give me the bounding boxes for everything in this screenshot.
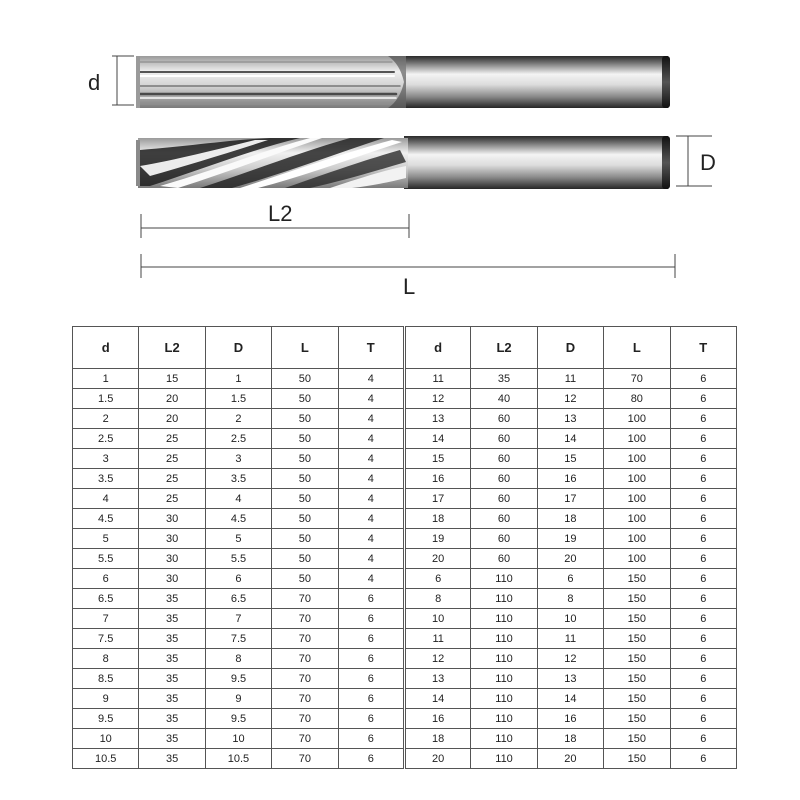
cell-d-right: 10 <box>404 609 470 629</box>
cell-D-right: 16 <box>537 709 603 729</box>
cell-L-right: 150 <box>604 669 670 689</box>
cell-L: 70 <box>272 749 338 769</box>
cell-L2-right: 60 <box>471 429 537 449</box>
cell-D-right: 12 <box>537 649 603 669</box>
cell-L2: 25 <box>139 489 205 509</box>
cell-T: 6 <box>338 689 404 709</box>
cell-L: 70 <box>272 689 338 709</box>
cell-D-right: 14 <box>537 689 603 709</box>
cell-D-right: 12 <box>537 389 603 409</box>
cell-d: 3 <box>73 449 139 469</box>
bottom-shank <box>404 136 668 189</box>
header-T-right: T <box>670 327 736 369</box>
cell-L2: 35 <box>139 589 205 609</box>
cell-D-right: 13 <box>537 669 603 689</box>
cell-d: 5 <box>73 529 139 549</box>
cell-L: 50 <box>272 409 338 429</box>
cell-L: 50 <box>272 529 338 549</box>
cell-D: 4.5 <box>205 509 271 529</box>
table-row <box>73 449 737 469</box>
table-row <box>73 749 737 769</box>
cell-L2: 20 <box>139 409 205 429</box>
cell-L2-right: 110 <box>471 709 537 729</box>
cell-T-right: 6 <box>670 729 736 749</box>
cell-L2-right: 60 <box>471 489 537 509</box>
cell-T-right: 6 <box>670 689 736 709</box>
header-L: L <box>272 327 338 369</box>
cell-T-right: 6 <box>670 609 736 629</box>
table-row <box>73 549 737 569</box>
cell-L: 70 <box>272 669 338 689</box>
cell-D-right: 18 <box>537 729 603 749</box>
cell-T: 4 <box>338 389 404 409</box>
cell-L2-right: 110 <box>471 729 537 749</box>
cell-D-right: 17 <box>537 489 603 509</box>
table-row <box>73 409 737 429</box>
cell-T-right: 6 <box>670 549 736 569</box>
cell-L: 70 <box>272 629 338 649</box>
cell-L2-right: 110 <box>471 669 537 689</box>
cell-L: 50 <box>272 509 338 529</box>
cell-d-right: 16 <box>404 709 470 729</box>
cell-D-right: 20 <box>537 549 603 569</box>
header-row <box>73 327 737 369</box>
table-row <box>73 469 737 489</box>
cell-d-right: 17 <box>404 489 470 509</box>
cell-L-right: 150 <box>604 709 670 729</box>
label-d: d <box>88 70 101 95</box>
spiral-flute-reamer <box>136 136 670 189</box>
cell-D-right: 15 <box>537 449 603 469</box>
cell-d-right: 8 <box>404 589 470 609</box>
header-L2-right: L2 <box>471 327 537 369</box>
cell-L2: 25 <box>139 449 205 469</box>
cell-L2: 35 <box>139 689 205 709</box>
cell-L2: 35 <box>139 749 205 769</box>
cell-L2: 35 <box>139 669 205 689</box>
cell-T: 4 <box>338 429 404 449</box>
cell-d: 10 <box>73 729 139 749</box>
cell-T-right: 6 <box>670 629 736 649</box>
cell-d: 7 <box>73 609 139 629</box>
cell-D-right: 11 <box>537 369 603 389</box>
cell-L2: 35 <box>139 709 205 729</box>
cell-L-right: 100 <box>604 469 670 489</box>
table-row <box>73 649 737 669</box>
table-row <box>73 609 737 629</box>
table-row <box>73 729 737 749</box>
cell-T-right: 6 <box>670 749 736 769</box>
cell-T-right: 6 <box>670 589 736 609</box>
cell-L2-right: 35 <box>471 369 537 389</box>
cell-T-right: 6 <box>670 669 736 689</box>
cell-d: 8 <box>73 649 139 669</box>
cell-T: 4 <box>338 569 404 589</box>
cell-T-right: 6 <box>670 569 736 589</box>
cell-L2-right: 110 <box>471 649 537 669</box>
cell-L2: 30 <box>139 549 205 569</box>
cell-D: 7 <box>205 609 271 629</box>
table-row <box>73 589 737 609</box>
table-row <box>73 689 737 709</box>
reamer-diagram <box>0 0 800 320</box>
cell-T: 6 <box>338 589 404 609</box>
cell-d-right: 15 <box>404 449 470 469</box>
cell-d-right: 11 <box>404 629 470 649</box>
cell-L-right: 150 <box>604 589 670 609</box>
cell-D: 2.5 <box>205 429 271 449</box>
cell-L: 50 <box>272 389 338 409</box>
cell-d: 7.5 <box>73 629 139 649</box>
cell-L2-right: 40 <box>471 389 537 409</box>
cell-L-right: 100 <box>604 409 670 429</box>
cell-L-right: 150 <box>604 629 670 649</box>
cell-L-right: 150 <box>604 689 670 709</box>
cell-d: 10.5 <box>73 749 139 769</box>
cell-T: 4 <box>338 509 404 529</box>
cell-L2: 30 <box>139 569 205 589</box>
cell-D-right: 11 <box>537 629 603 649</box>
cell-L: 70 <box>272 709 338 729</box>
cell-D-right: 10 <box>537 609 603 629</box>
cell-L: 50 <box>272 429 338 449</box>
cell-L-right: 150 <box>604 609 670 629</box>
cell-d: 4.5 <box>73 509 139 529</box>
cell-L-right: 100 <box>604 489 670 509</box>
table-row <box>73 709 737 729</box>
cell-d-right: 14 <box>404 429 470 449</box>
cell-D: 4 <box>205 489 271 509</box>
top-shank <box>404 56 668 108</box>
label-L: L <box>403 274 416 299</box>
straight-flute-reamer <box>136 56 670 108</box>
cell-L2: 35 <box>139 649 205 669</box>
cell-L: 50 <box>272 469 338 489</box>
table-row <box>73 529 737 549</box>
table-row <box>73 509 737 529</box>
cell-L: 70 <box>272 729 338 749</box>
table-row <box>73 369 737 389</box>
header-L-right: L <box>604 327 670 369</box>
cell-D: 9 <box>205 689 271 709</box>
cell-D-right: 14 <box>537 429 603 449</box>
cell-D-right: 13 <box>537 409 603 429</box>
cell-T: 4 <box>338 549 404 569</box>
table-row <box>73 429 737 449</box>
cell-T-right: 6 <box>670 369 736 389</box>
cell-D-right: 16 <box>537 469 603 489</box>
cell-D: 3 <box>205 449 271 469</box>
cell-L-right: 100 <box>604 549 670 569</box>
cell-D: 10.5 <box>205 749 271 769</box>
cell-L2-right: 60 <box>471 409 537 429</box>
cell-d-right: 11 <box>404 369 470 389</box>
cell-L2-right: 60 <box>471 449 537 469</box>
header-T: T <box>338 327 404 369</box>
cell-L2: 15 <box>139 369 205 389</box>
cell-L2: 35 <box>139 609 205 629</box>
cell-T: 4 <box>338 369 404 389</box>
cell-L2-right: 60 <box>471 549 537 569</box>
cell-L-right: 100 <box>604 449 670 469</box>
cell-D: 1 <box>205 369 271 389</box>
cell-T: 6 <box>338 729 404 749</box>
cell-L: 70 <box>272 649 338 669</box>
cell-D-right: 8 <box>537 589 603 609</box>
cell-D: 9.5 <box>205 669 271 689</box>
cell-d-right: 13 <box>404 669 470 689</box>
cell-L: 50 <box>272 569 338 589</box>
cell-L-right: 70 <box>604 369 670 389</box>
cell-L: 50 <box>272 369 338 389</box>
label-D: D <box>700 150 716 175</box>
cell-L-right: 150 <box>604 749 670 769</box>
cell-L: 50 <box>272 549 338 569</box>
cell-T-right: 6 <box>670 509 736 529</box>
cell-L: 50 <box>272 449 338 469</box>
cell-L2-right: 110 <box>471 629 537 649</box>
cell-D: 1.5 <box>205 389 271 409</box>
cell-T: 6 <box>338 629 404 649</box>
header-d-right: d <box>404 327 470 369</box>
cell-D: 2 <box>205 409 271 429</box>
cell-T-right: 6 <box>670 449 736 469</box>
cell-d-right: 18 <box>404 729 470 749</box>
cell-L2: 20 <box>139 389 205 409</box>
cell-L2: 30 <box>139 509 205 529</box>
cell-L2: 25 <box>139 429 205 449</box>
cell-T: 4 <box>338 409 404 429</box>
cell-T-right: 6 <box>670 389 736 409</box>
cell-T-right: 6 <box>670 529 736 549</box>
bottom-shank-end <box>662 136 670 189</box>
cell-d: 1 <box>73 369 139 389</box>
spec-table <box>72 326 737 769</box>
cell-T: 6 <box>338 649 404 669</box>
header-D: D <box>205 327 271 369</box>
cell-D-right: 19 <box>537 529 603 549</box>
cell-D: 7.5 <box>205 629 271 649</box>
cell-d-right: 6 <box>404 569 470 589</box>
cell-D-right: 6 <box>537 569 603 589</box>
cell-L-right: 80 <box>604 389 670 409</box>
top-tip <box>136 56 140 108</box>
cell-D: 5.5 <box>205 549 271 569</box>
cell-L-right: 100 <box>604 529 670 549</box>
cell-L2-right: 60 <box>471 469 537 489</box>
cell-D-right: 18 <box>537 509 603 529</box>
cell-L2-right: 110 <box>471 609 537 629</box>
table-row <box>73 669 737 689</box>
cell-L-right: 100 <box>604 429 670 449</box>
table-row <box>73 569 737 589</box>
cell-L2: 25 <box>139 469 205 489</box>
cell-L2-right: 110 <box>471 589 537 609</box>
bottom-tip <box>136 140 140 186</box>
cell-L2-right: 60 <box>471 529 537 549</box>
header-D-right: D <box>537 327 603 369</box>
cell-T: 6 <box>338 669 404 689</box>
cell-d-right: 13 <box>404 409 470 429</box>
top-flute-body <box>138 56 406 108</box>
cell-L: 70 <box>272 609 338 629</box>
cell-d: 2 <box>73 409 139 429</box>
cell-d: 2.5 <box>73 429 139 449</box>
cell-L2: 35 <box>139 629 205 649</box>
cell-d: 6 <box>73 569 139 589</box>
cell-T-right: 6 <box>670 469 736 489</box>
cell-T-right: 6 <box>670 409 736 429</box>
cell-d: 8.5 <box>73 669 139 689</box>
cell-D: 9.5 <box>205 709 271 729</box>
cell-d: 9 <box>73 689 139 709</box>
cell-D: 6 <box>205 569 271 589</box>
cell-T: 4 <box>338 529 404 549</box>
cell-L2-right: 60 <box>471 509 537 529</box>
top-shank-end <box>662 56 670 108</box>
dimension-d <box>112 56 134 105</box>
cell-T: 4 <box>338 469 404 489</box>
cell-D: 6.5 <box>205 589 271 609</box>
cell-L2-right: 110 <box>471 569 537 589</box>
cell-d: 4 <box>73 489 139 509</box>
cell-d-right: 12 <box>404 389 470 409</box>
cell-L2: 30 <box>139 529 205 549</box>
header-L2: L2 <box>139 327 205 369</box>
cell-D-right: 20 <box>537 749 603 769</box>
cell-d-right: 14 <box>404 689 470 709</box>
cell-L-right: 150 <box>604 729 670 749</box>
cell-d-right: 20 <box>404 749 470 769</box>
cell-T-right: 6 <box>670 489 736 509</box>
spec-table-body <box>73 369 737 769</box>
cell-d-right: 20 <box>404 549 470 569</box>
cell-d: 3.5 <box>73 469 139 489</box>
cell-T-right: 6 <box>670 429 736 449</box>
header-d: d <box>73 327 139 369</box>
cell-D: 3.5 <box>205 469 271 489</box>
cell-T-right: 6 <box>670 709 736 729</box>
cell-L-right: 150 <box>604 649 670 669</box>
cell-d: 1.5 <box>73 389 139 409</box>
cell-T-right: 6 <box>670 649 736 669</box>
cell-T: 6 <box>338 749 404 769</box>
table-row <box>73 389 737 409</box>
cell-d: 9.5 <box>73 709 139 729</box>
cell-d: 6.5 <box>73 589 139 609</box>
cell-L: 70 <box>272 589 338 609</box>
cell-d: 5.5 <box>73 549 139 569</box>
cell-d-right: 12 <box>404 649 470 669</box>
cell-T: 6 <box>338 609 404 629</box>
cell-T: 4 <box>338 449 404 469</box>
table-row <box>73 489 737 509</box>
cell-L-right: 100 <box>604 509 670 529</box>
cell-T: 6 <box>338 709 404 729</box>
cell-d-right: 18 <box>404 509 470 529</box>
cell-L2: 35 <box>139 729 205 749</box>
cell-d-right: 16 <box>404 469 470 489</box>
cell-T: 4 <box>338 489 404 509</box>
cell-d-right: 19 <box>404 529 470 549</box>
cell-D: 8 <box>205 649 271 669</box>
cell-L: 50 <box>272 489 338 509</box>
cell-L2-right: 110 <box>471 689 537 709</box>
cell-D: 5 <box>205 529 271 549</box>
cell-L-right: 150 <box>604 569 670 589</box>
table-row <box>73 629 737 649</box>
cell-L2-right: 110 <box>471 749 537 769</box>
label-L2: L2 <box>268 201 293 226</box>
cell-D: 10 <box>205 729 271 749</box>
